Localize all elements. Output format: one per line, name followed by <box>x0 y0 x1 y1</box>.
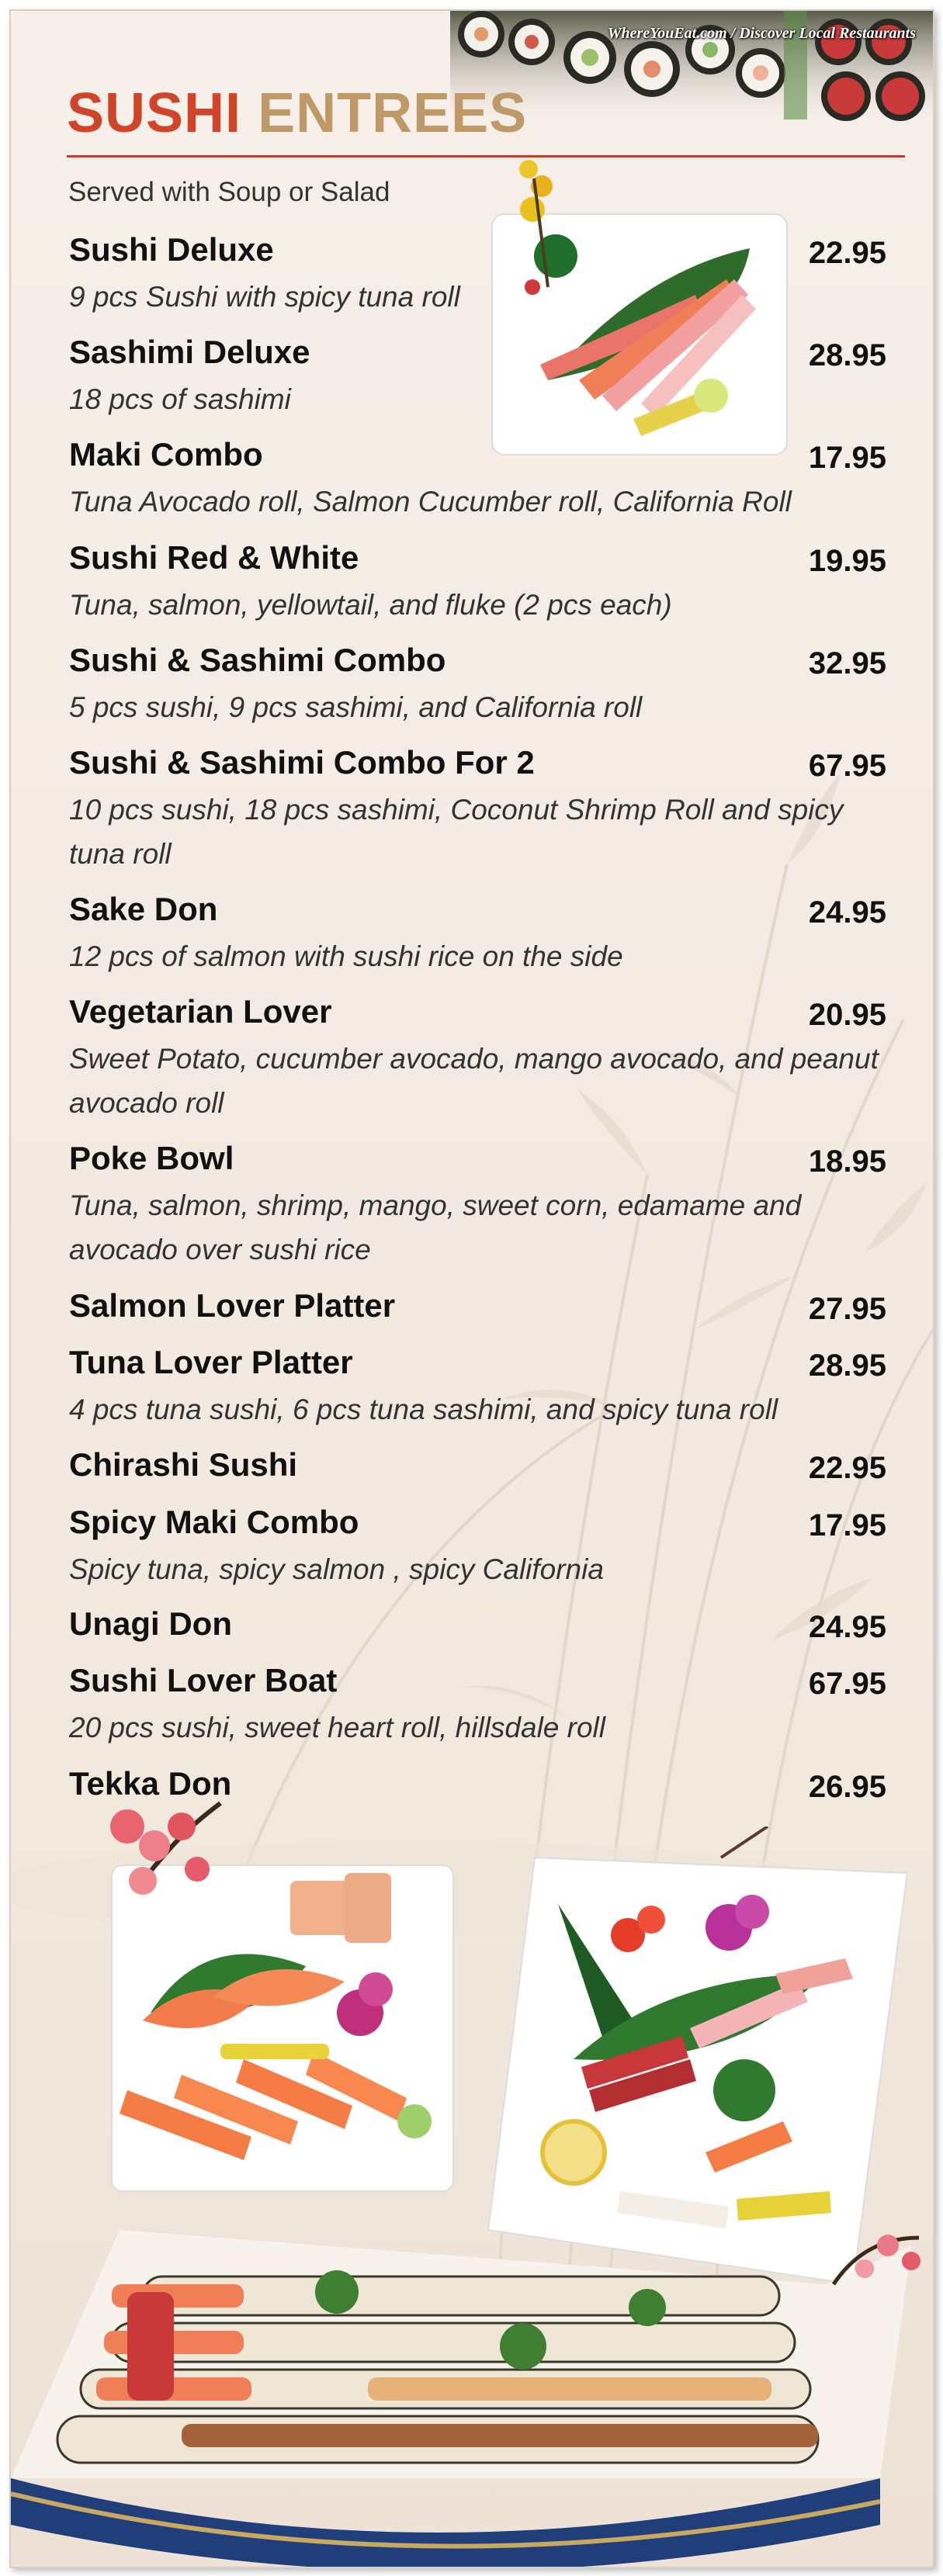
item-name: Sushi & Sashimi Combo For 2 <box>69 744 535 781</box>
item-price: 20.95 <box>808 998 886 1032</box>
item-price: 22.95 <box>808 236 886 270</box>
item-name: Maki Combo <box>69 436 263 473</box>
title-word-entrees: ENTREES <box>258 82 528 144</box>
item-name: Tekka Don <box>69 1765 232 1802</box>
item-description: Tuna Avocado roll, Salmon Cucumber roll, California Roll <box>69 486 792 518</box>
item-description: 10 pcs sushi, 18 pcs sashimi, Coconut Shrimp Roll and spicy tuna roll <box>69 794 844 870</box>
item-price: 27.95 <box>808 1292 886 1326</box>
title-word-sushi: SUSHI <box>67 82 242 144</box>
item-price: 67.95 <box>808 1667 886 1701</box>
item-price: 24.95 <box>808 895 886 930</box>
sushi-lover-boat-photo <box>11 2199 933 2567</box>
menu-subtitle: Served with Soup or Salad <box>68 177 390 207</box>
salmon-platter-photo <box>96 1795 461 2199</box>
item-name: Sushi Deluxe <box>69 231 274 268</box>
item-price: 18.95 <box>808 1144 886 1179</box>
item-price: 17.95 <box>808 1508 886 1542</box>
item-description: Tuna, salmon, shrimp, mango, sweet corn, edamame and avocado over sushi rice <box>69 1189 802 1265</box>
item-name: Salmon Lover Platter <box>69 1287 396 1324</box>
item-name: Vegetarian Lover <box>69 993 332 1030</box>
item-price: 24.95 <box>808 1610 886 1644</box>
item-description: Tuna, salmon, yellowtail, and fluke (2 pcs each) <box>69 589 672 621</box>
item-name: Sashimi Deluxe <box>69 334 310 370</box>
item-description: 20 pcs sushi, sweet heart roll, hillsdale roll <box>69 1712 605 1743</box>
site-watermark: WhereYouEat.com / Discover Local Restaurants <box>607 25 916 42</box>
item-name: Tuna Lover Platter <box>69 1344 353 1380</box>
item-name: Sushi & Sashimi Combo <box>69 642 446 678</box>
item-name: Sushi Lover Boat <box>69 1662 338 1698</box>
item-name: Sushi Red & White <box>69 539 359 576</box>
item-name: Poke Bowl <box>69 1140 234 1176</box>
item-description: 9 pcs Sushi with spicy tuna roll <box>69 281 460 313</box>
item-name: Unagi Don <box>69 1605 232 1642</box>
page-title <box>67 82 528 144</box>
item-price: 67.95 <box>808 749 886 783</box>
item-price: 28.95 <box>808 338 886 372</box>
item-description: 4 pcs tuna sushi, 6 pcs tuna sashimi, and spicy tuna roll <box>69 1394 778 1425</box>
item-price: 26.95 <box>808 1770 886 1804</box>
item-name: Chirashi Sushi <box>69 1446 298 1483</box>
item-description: 5 pcs sushi, 9 pcs sashimi, and California roll <box>69 691 643 723</box>
item-price: 22.95 <box>808 1451 886 1485</box>
item-price: 28.95 <box>808 1349 886 1383</box>
menu-page <box>9 9 934 2568</box>
item-price: 32.95 <box>808 646 886 680</box>
item-description: 12 pcs of salmon with sushi rice on the side <box>69 940 623 972</box>
item-description: 18 pcs of sashimi <box>69 383 291 415</box>
item-price: 17.95 <box>808 441 886 475</box>
item-name: Spicy Maki Combo <box>69 1504 359 1540</box>
item-description: Sweet Potato, cucumber avocado, mango avocado, and peanut avocado roll <box>69 1043 879 1119</box>
item-price: 19.95 <box>808 544 886 578</box>
item-description: Spicy tuna, spicy salmon , spicy California <box>69 1553 604 1585</box>
item-name: Sake Don <box>69 891 218 927</box>
